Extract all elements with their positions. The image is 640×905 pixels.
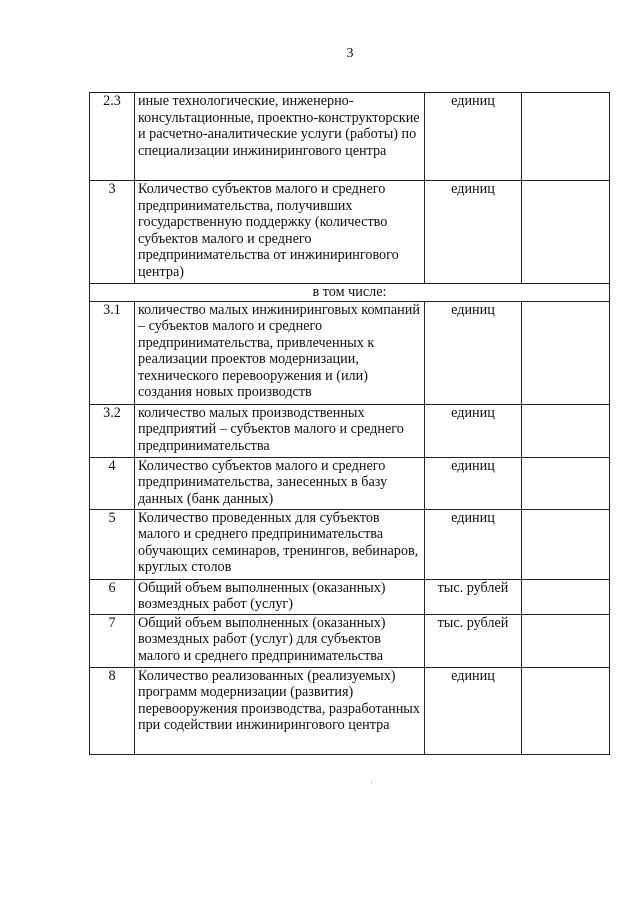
- table-row: [90, 181, 610, 284]
- value-cell: [522, 93, 610, 181]
- table-row: [90, 301, 610, 404]
- indicator-name: количество малых инжиниринговых компаний – субъектов малого и среднего предпринимательства, привлеченных к реализации проектов модернизации, технического перевооружения и (или) создания новых производств: [135, 301, 425, 404]
- indicator-name: Количество субъектов малого и среднего предпринимательства, получивших государственную поддержку (количество субъектов малого и среднего предпринимательства от инжинирингового центра): [135, 181, 425, 284]
- indicator-name: Количество проведенных для субъектов малого и среднего предпринимательства обучающих семинаров, тренингов, вебинаров, круглых столов: [135, 509, 425, 579]
- unit-cell: единиц: [425, 404, 522, 457]
- row-number: 6: [90, 579, 135, 614]
- table-row: [90, 404, 610, 457]
- value-cell: [522, 301, 610, 404]
- indicator-name: количество малых производственных предприятий – субъектов малого и среднего предпринимательства: [135, 404, 425, 457]
- indicator-name: Общий объем выполненных (оказанных) возмездных работ (услуг) для субъектов малого и среднего предпринимательства: [135, 614, 425, 667]
- indicator-name: иные технологические, инженерно-консультационные, проектно-конструкторские и расчетно-аналитические услуги (работы) по специализации инжинирингового центра: [135, 93, 425, 181]
- unit-cell: тыс. рублей: [425, 614, 522, 667]
- unit-cell: единиц: [425, 509, 522, 579]
- row-number: 7: [90, 614, 135, 667]
- page-number: 3: [346, 46, 354, 61]
- unit-cell: единиц: [425, 667, 522, 754]
- indicator-name: Общий объем выполненных (оказанных) возмездных работ (услуг): [135, 579, 425, 614]
- row-number: 4: [90, 457, 135, 509]
- indicator-name: Количество субъектов малого и среднего предпринимательства, занесенных в базу данных (банк данных): [135, 457, 425, 509]
- value-cell: [522, 404, 610, 457]
- value-cell: [522, 457, 610, 509]
- value-cell: [522, 509, 610, 579]
- row-number: 2.3: [90, 93, 135, 181]
- row-number: 5: [90, 509, 135, 579]
- indicator-name: Количество реализованных (реализуемых) программ модернизации (развития) перевооружения производства, разработанных при содействии инжинирингового центра: [135, 667, 425, 754]
- table-row: [90, 667, 610, 754]
- unit-cell: единиц: [425, 301, 522, 404]
- unit-cell: единиц: [425, 181, 522, 284]
- scan-speck: [371, 781, 372, 784]
- table-row: [90, 93, 610, 181]
- table-row: [90, 509, 610, 579]
- table-row: [90, 457, 610, 509]
- unit-cell: единиц: [425, 457, 522, 509]
- value-cell: [522, 614, 610, 667]
- unit-cell: единиц: [425, 93, 522, 181]
- table-row: [90, 614, 610, 667]
- value-cell: [522, 667, 610, 754]
- row-number: 3.1: [90, 301, 135, 404]
- value-cell: [522, 181, 610, 284]
- row-number: 3: [90, 181, 135, 284]
- subheader-text: в том числе:: [90, 284, 610, 302]
- row-number: 8: [90, 667, 135, 754]
- value-cell: [522, 579, 610, 614]
- table-subheader-row: [90, 284, 610, 302]
- table-row: [90, 579, 610, 614]
- row-number: 3.2: [90, 404, 135, 457]
- indicators-table: [89, 92, 610, 755]
- unit-cell: тыс. рублей: [425, 579, 522, 614]
